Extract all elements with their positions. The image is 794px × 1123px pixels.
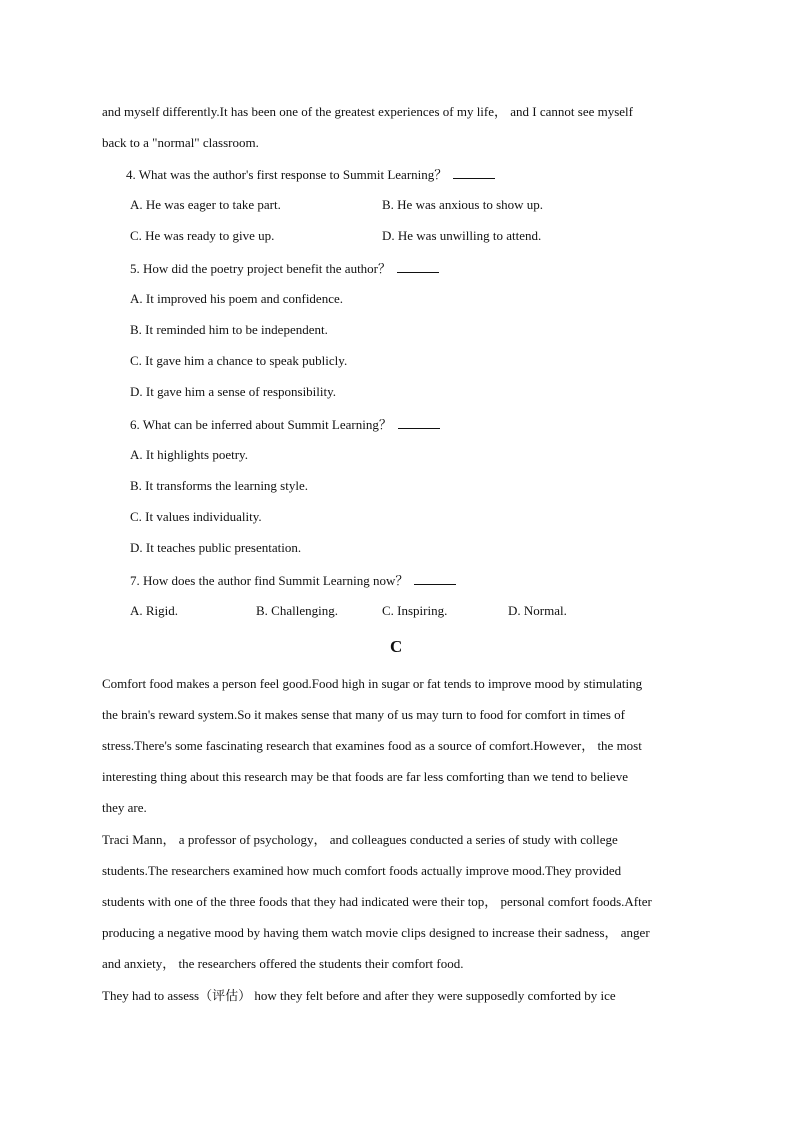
passage-text-line: and myself differently.It has been one of the greatest experiences of my life， and I cannot see myself <box>102 104 633 119</box>
passage-text-line: interesting thing about this research may be that foods are far less comforting than we tend to believe <box>102 769 628 784</box>
option-d: D. It teaches public presentation. <box>130 540 302 555</box>
option-c: C. He was ready to give up. <box>130 228 275 243</box>
question-7 <box>130 572 456 589</box>
passage-text-line: students with one of the three foods that they had indicated were their top， personal comfort foods.After <box>102 894 652 909</box>
option-d: D. He was unwilling to attend. <box>382 228 542 243</box>
passage-text-line: producing a negative mood by having them watch movie clips designed to increase their sadness， anger <box>102 925 650 940</box>
question-stem: 7. How does the author find Summit Learning now？ <box>130 573 409 588</box>
question-4 <box>126 166 495 183</box>
option-b: B. He was anxious to show up. <box>382 197 544 212</box>
option-a: A. He was eager to take part. <box>130 197 281 212</box>
passage-text-line: students.The researchers examined how much comfort foods actually improve mood.They provided <box>102 863 622 878</box>
passage-text-line: They had to assess（评估） how they felt before and after they were supposedly comforted by ice <box>102 988 616 1003</box>
option-a: A. It improved his poem and confidence. <box>130 291 343 306</box>
option-a: A. Rigid. <box>130 603 179 618</box>
passage-text-line: Traci Mann， a professor of psychology， and colleagues conducted a series of study with college <box>102 832 618 847</box>
question-stem: 4. What was the author's first response to Summit Learning？ <box>126 167 448 182</box>
section-heading: C <box>390 637 403 656</box>
option-b: B. It transforms the learning style. <box>130 478 308 493</box>
answer-blank <box>397 260 439 273</box>
passage-text-line: and anxiety， the researchers offered the students their comfort food. <box>102 956 464 971</box>
option-d: D. Normal. <box>508 603 567 618</box>
option-c: C. It gave him a chance to speak publicly. <box>130 353 348 368</box>
option-b: B. Challenging. <box>256 603 338 618</box>
answer-blank <box>414 572 456 585</box>
passage-text-line: they are. <box>102 800 147 815</box>
option-c: C. It values individuality. <box>130 509 262 524</box>
passage-text-line: stress.There's some fascinating research that examines food as a source of comfort.However， the most <box>102 738 642 753</box>
question-6 <box>130 416 440 433</box>
option-b: B. It reminded him to be independent. <box>130 322 328 337</box>
option-a: A. It highlights poetry. <box>130 447 248 462</box>
answer-blank <box>453 166 495 179</box>
option-c: C. Inspiring. <box>382 603 448 618</box>
question-5 <box>130 260 439 277</box>
passage-text-line: back to a "normal" classroom. <box>102 135 259 150</box>
question-stem: 6. What can be inferred about Summit Learning？ <box>130 417 392 432</box>
passage-text-line: Comfort food makes a person feel good.Food high in sugar or fat tends to improve mood by stimulating <box>102 676 643 691</box>
answer-blank <box>398 416 440 429</box>
option-d: D. It gave him a sense of responsibility. <box>130 384 337 399</box>
passage-text-line: the brain's reward system.So it makes sense that many of us may turn to food for comfort in times of <box>102 707 625 722</box>
question-stem: 5. How did the poetry project benefit the author？ <box>130 261 392 276</box>
